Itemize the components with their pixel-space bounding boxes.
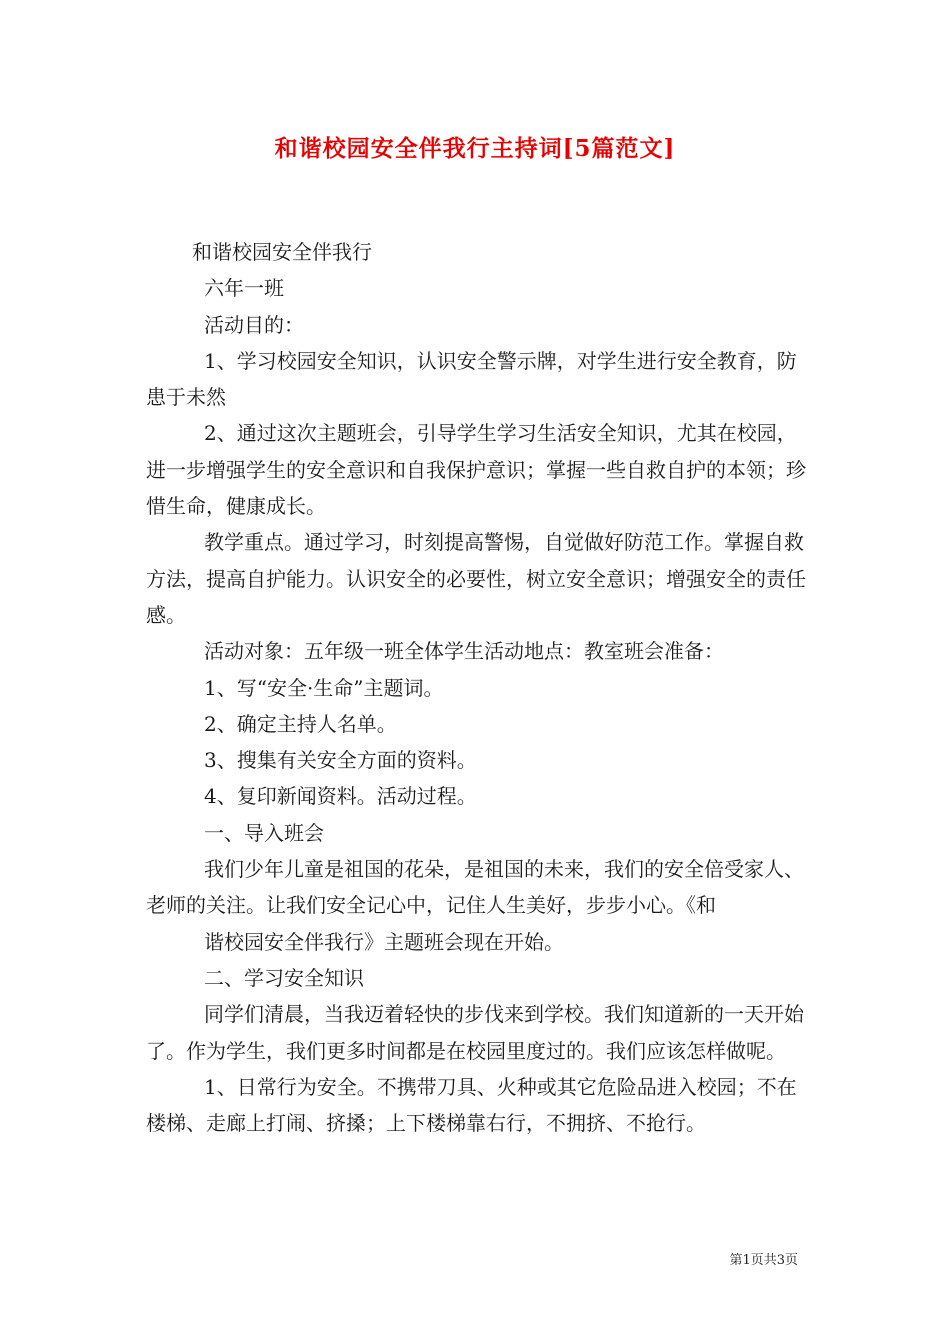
paragraph: 和谐校园安全伴我行 <box>192 240 372 264</box>
paragraph: 六年一班 <box>204 276 284 301</box>
paragraph: 活动目的： <box>204 312 304 337</box>
paragraph: 4、复印新闻资料。活动过程。 <box>204 784 477 809</box>
paragraph: 2、确定主持人名单。 <box>204 711 397 736</box>
document-title: 和谐校园安全伴我行主持词[5篇范文] <box>274 135 676 162</box>
paragraph: 教学重点。通过学习，时刻提高警惕，自觉做好防范工作。掌握自救方法，提高自护能力。认识安全的必要性，树立安全意识；增强安全的责任感。 <box>146 530 806 627</box>
paragraph: 2、通过这次主题班会，引导学生学习生活安全知识，尤其在校园，进一步增强学生的安全意识和自我保护意识；掌握一些自救自护的本领；珍惜生命，健康成长。 <box>146 421 806 519</box>
paragraph: 一、导入班会 <box>204 820 324 845</box>
paragraph: 二、学习安全知识 <box>204 965 364 990</box>
paragraph: 活动对象：五年级一班全体学生活动地点：教室班会准备： <box>204 639 724 664</box>
paragraph: 谐校园安全伴我行》主题班会现在开始。 <box>204 929 564 954</box>
document-body <box>146 234 814 1141</box>
paragraph: 1、日常行为安全。不携带刀具、火种或其它危险品进入校园；不在楼梯、走廊上打闹、挤搡；上下楼梯靠右行，不拥挤、不抢行。 <box>146 1074 797 1136</box>
paragraph: 我们少年儿童是祖国的花朵，是祖国的未来，我们的安全倍受家人、老师的关注。让我们安全记心中，记住人生美好，步步小心。《和 <box>146 857 804 918</box>
page-number: 第1页共3页 <box>729 1253 798 1268</box>
paragraph: 1、写“安全·生命”主题词。 <box>204 675 444 700</box>
paragraph: 3、搜集有关安全方面的资料。 <box>204 748 477 773</box>
paragraph: 同学们清晨，当我迈着轻快的步伐来到学校。我们知道新的一天开始了。作为学生，我们更多时间都是在校园里度过的。我们应该怎样做呢。 <box>146 1002 804 1063</box>
paragraph: 1、学习校园安全知识，认识安全警示牌，对学生进行安全教育，防患于未然 <box>146 348 797 410</box>
